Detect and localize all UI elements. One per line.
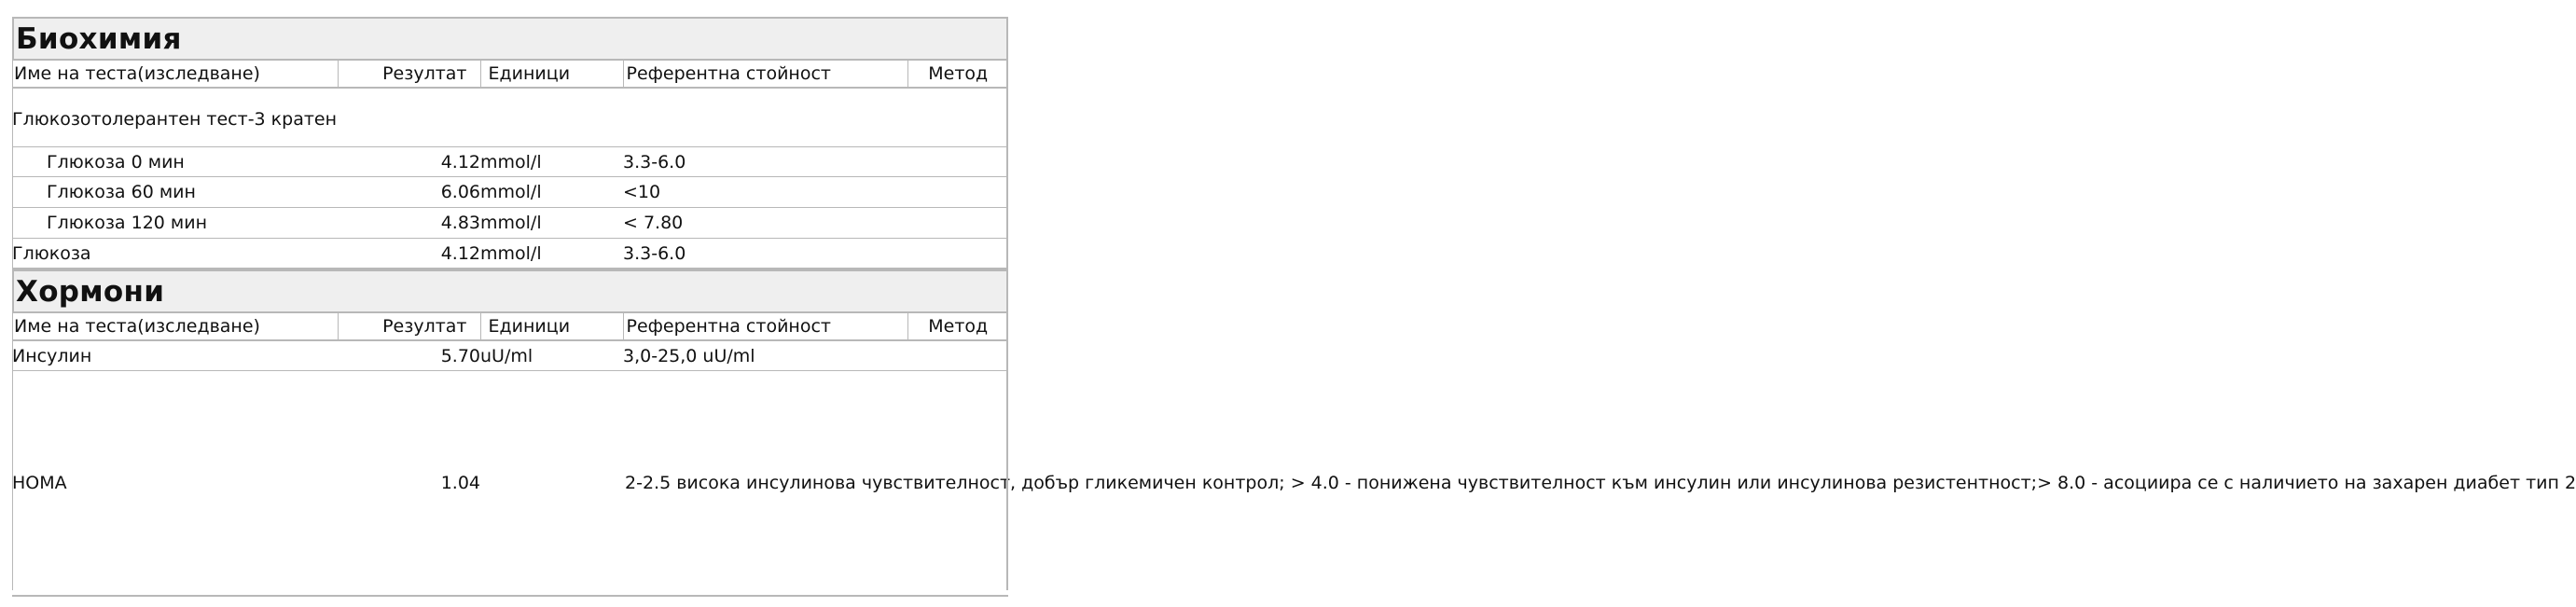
units-value	[480, 371, 623, 597]
column-header-reference: Референтна стойност	[623, 61, 907, 88]
column-header-result: Резултат	[338, 313, 480, 340]
units-value: mmol/l	[480, 239, 623, 269]
test-name: Глюкоза	[12, 239, 338, 269]
method-value	[907, 88, 1008, 147]
biochemistry-table	[12, 61, 1008, 269]
column-header-reference: Референтна стойност	[623, 313, 907, 340]
column-header-name: Име на теста(изследване)	[12, 313, 338, 340]
section-title: Хормони	[16, 274, 165, 309]
column-header-units: Единици	[480, 61, 623, 88]
column-header-row	[12, 61, 1008, 88]
result-value: 4.12	[338, 239, 480, 269]
units-value: mmol/l	[480, 208, 623, 239]
test-name: Глюкоза 0 мин	[12, 147, 338, 177]
result-value: 4.83	[338, 208, 480, 239]
column-header-result: Резултат	[338, 61, 480, 88]
table-row	[12, 340, 1008, 371]
column-header-row	[12, 313, 1008, 340]
test-name: Инсулин	[12, 340, 338, 371]
lab-report	[12, 17, 2576, 597]
table-row	[12, 239, 1008, 269]
method-value	[907, 177, 1008, 208]
column-header-name: Име на теста(изследване)	[12, 61, 338, 88]
method-value	[907, 147, 1008, 177]
table-row	[12, 371, 1008, 597]
column-header-method: Метод	[907, 313, 1008, 340]
column-header-units: Единици	[480, 313, 623, 340]
reference-value	[623, 88, 907, 147]
reference-value: 3.3-6.0	[623, 239, 907, 269]
section-header-biochemistry	[12, 17, 1008, 61]
table-row	[12, 88, 1008, 147]
section-header-hormones	[12, 269, 1008, 313]
units-value	[480, 88, 623, 147]
test-name: Глюкоза 60 мин	[12, 177, 338, 208]
reference-value: 2-2.5 висока инсулинова чувствителност, добър гликемичен контрол; > 4.0 - понижена чувствителност към инсулин или инсулинова резистентност;> 8.0 - асоциира се с наличието на захарен диабет тип 2	[623, 371, 907, 597]
result-value: 4.12	[338, 147, 480, 177]
result-value: 1.04	[338, 371, 480, 597]
table-row	[12, 208, 1008, 239]
section-title: Биохимия	[16, 21, 182, 56]
table-row	[12, 147, 1008, 177]
test-name: Глюкоза 120 мин	[12, 208, 338, 239]
method-value	[907, 208, 1008, 239]
column-header-method: Метод	[907, 61, 1008, 88]
result-value	[338, 88, 480, 147]
test-name: Глюкозотолерантен тест-3 кратен	[12, 88, 338, 147]
reference-value: <10	[623, 177, 907, 208]
result-value: 5.70	[338, 340, 480, 371]
reference-value: < 7.80	[623, 208, 907, 239]
table-row	[12, 177, 1008, 208]
reference-value: 3.3-6.0	[623, 147, 907, 177]
units-value: uU/ml	[480, 340, 623, 371]
method-value	[907, 340, 1008, 371]
reference-value: 3,0-25,0 uU/ml	[623, 340, 907, 371]
result-value: 6.06	[338, 177, 480, 208]
method-value	[907, 239, 1008, 269]
units-value: mmol/l	[480, 147, 623, 177]
units-value: mmol/l	[480, 177, 623, 208]
test-name: HOMA	[12, 371, 338, 597]
hormones-table	[12, 313, 2576, 597]
